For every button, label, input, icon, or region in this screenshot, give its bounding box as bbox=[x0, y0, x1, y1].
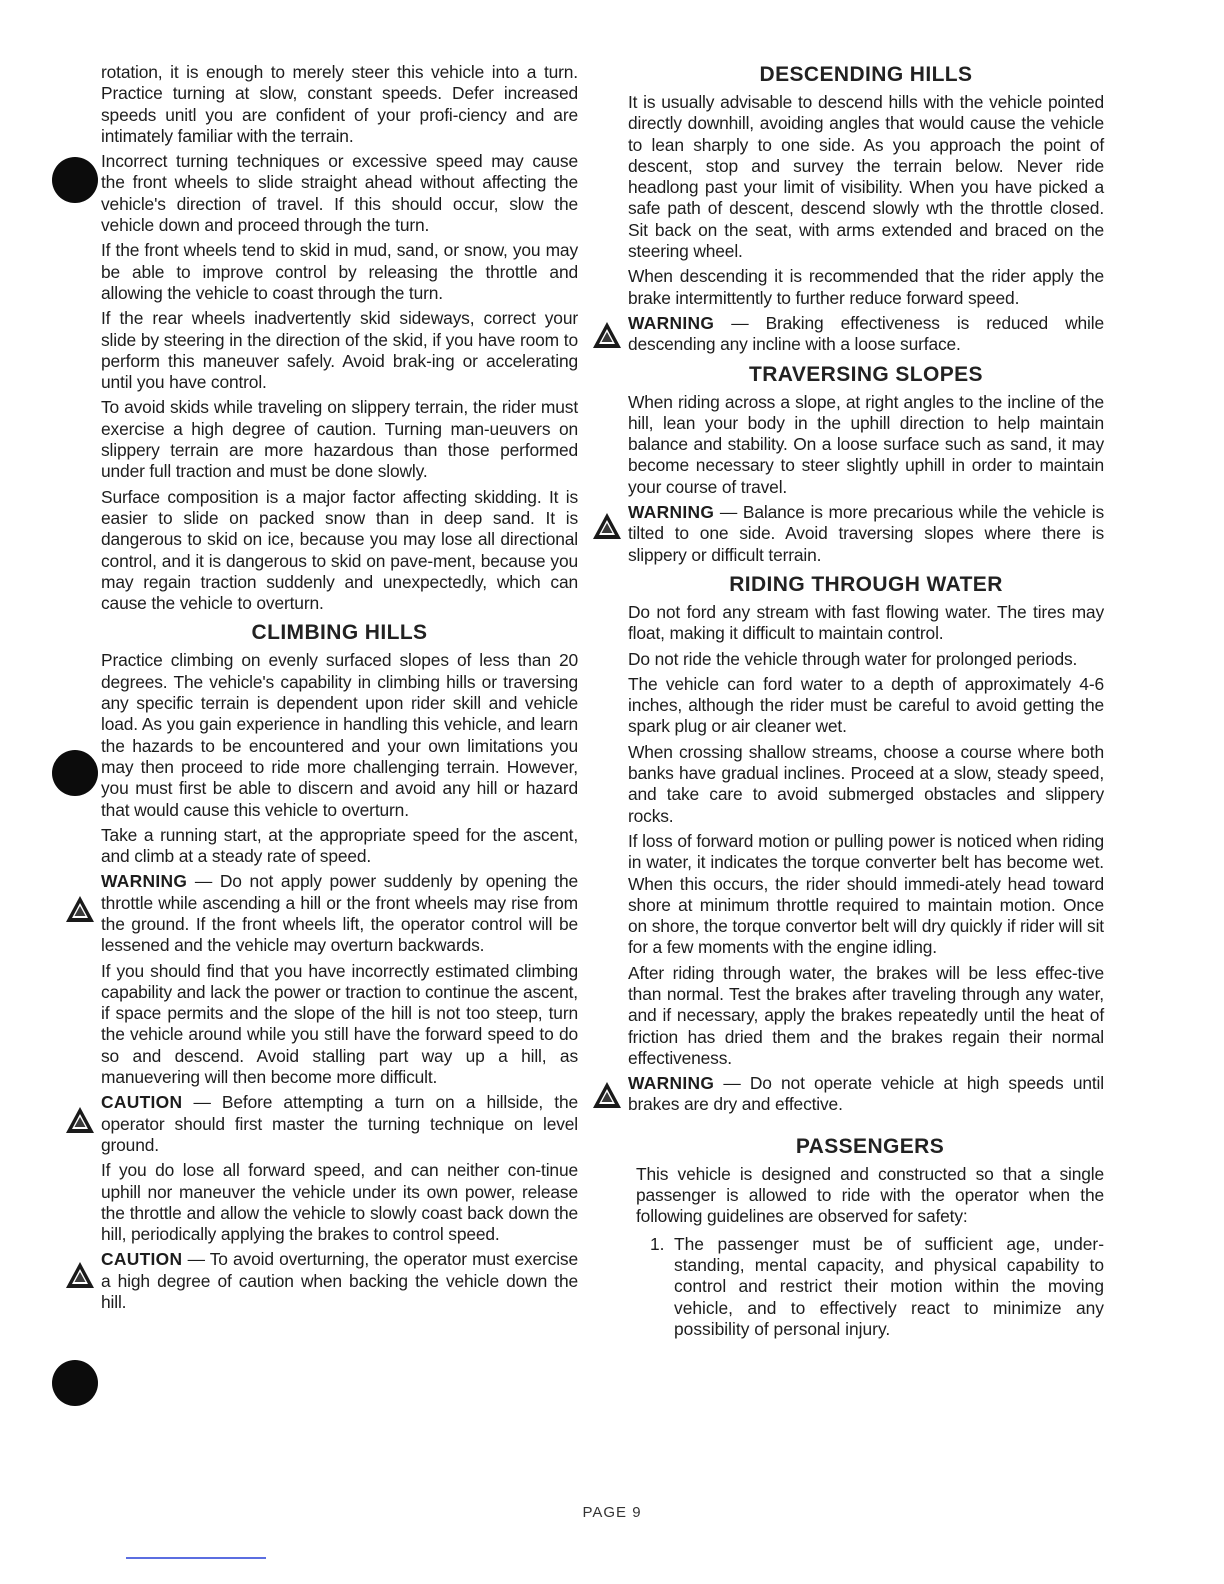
warning-label: WARNING bbox=[101, 871, 188, 892]
warning-triangle-icon bbox=[65, 1261, 95, 1289]
warning-label: WARNING bbox=[628, 312, 715, 333]
warning-label: WARNING bbox=[628, 1073, 715, 1094]
list-item bbox=[636, 1234, 1104, 1340]
list-item-text: The passenger must be of sufficient age, under-standing, mental capacity, and physical capability to control and restrict their motion within the moving vehicle, and to effectively react to minimize any possibility of personal injury. bbox=[674, 1233, 1104, 1339]
warning-triangle-icon bbox=[592, 1081, 622, 1109]
paragraph: When crossing shallow streams, choose a course where both banks have gradual inclines. Proceed at a slow, steady speed, and take care to avoid submerged obstacles and slippery rocks. bbox=[628, 741, 1104, 826]
caution-label: CAUTION bbox=[101, 1249, 183, 1270]
paragraph: Take a running start, at the appropriate speed for the ascent, and climb at a steady rate of speed. bbox=[101, 824, 578, 867]
list-item-number: 1. bbox=[650, 1233, 665, 1254]
warning-triangle-icon bbox=[65, 895, 95, 923]
paragraph: To avoid skids while traveling on slippery terrain, the rider must exercise a high degree of caution. Turning man-ueuvers on slippery terrain are more hazardous than those performed under full traction and must be done slowly. bbox=[101, 397, 578, 482]
paragraph: This vehicle is designed and constructed so that a single passenger is allowed to ride with the operator when the following guidelines are observed for safety: bbox=[636, 1163, 1104, 1227]
left-column bbox=[101, 62, 578, 1317]
paragraph: Do not ride the vehicle through water for prolonged periods. bbox=[628, 648, 1078, 669]
warning-note bbox=[628, 502, 1104, 566]
section-heading-descending-hills: DESCENDING HILLS bbox=[759, 63, 973, 86]
warning-label: WARNING bbox=[628, 502, 715, 523]
caution-note bbox=[101, 1249, 578, 1313]
section-heading-climbing-hills: CLIMBING HILLS bbox=[251, 621, 428, 645]
section-heading-riding-through-water: RIDING THROUGH WATER bbox=[729, 572, 1003, 596]
warning-text: — Braking effectiveness is reduced while descending any incline with a loose surface. bbox=[628, 312, 1104, 355]
warning-text: — Do not apply power suddenly by opening the throttle while ascending a hill or the front wheels may rise from the ground. If the front wheels lift, the operator control will be lessened and the vehicle may overturn backwards. bbox=[101, 871, 578, 956]
paragraph: The vehicle can ford water to a depth of approximately 4-6 inches, although the rider must be careful to avoid getting the spark plug or air cleaner wet. bbox=[628, 673, 1104, 737]
paragraph: Do not ford any stream with fast flowing water. The tires may float, making it difficult to maintain control. bbox=[628, 601, 1104, 644]
warning-text: — Do not operate vehicle at high speeds until brakes are dry and effective. bbox=[628, 1073, 1104, 1115]
paragraph: When riding across a slope, at right angles to the incline of the hill, lean your body in the uphill direction to help maintain balance and stability. On a loose surface such as sand, it may become necessary to steer slightly uphill in order to maintain your course of travel. bbox=[628, 391, 1104, 497]
paragraph: If the front wheels tend to skid in mud, sand, or snow, you may be able to improve control by releasing the throttle and allowing the vehicle to coast through the turn. bbox=[101, 240, 578, 303]
paragraph: It is usually advisable to descend hills with the vehicle pointed directly downhill, avoiding angles that would cause the vehicle to lean sharply to one side. As you approach the point of descent, stop and survey the terrain below. Never ride headlong past your limit of visibility. When you have picked a safe path of descent, descend slowly wth the throttle closed. Sit back on the seat, with arms extended and braced on the steering wheel. bbox=[628, 92, 1104, 262]
paragraph: rotation, it is enough to merely steer this vehicle into a turn. Practice turning at slow, constant speeds. Defer increased speeds unitl you are confident of your profi-ciency and are intimately familiar with the terrain. bbox=[101, 62, 578, 146]
caution-text: — To avoid overturning, the operator must exercise a high degree of caution when backing the vehicle down the hill. bbox=[101, 1249, 578, 1313]
passenger-guidelines-list bbox=[636, 1234, 1104, 1340]
scan-artifact-line bbox=[126, 1557, 266, 1559]
warning-note bbox=[101, 871, 578, 956]
paragraph: Surface composition is a major factor affecting skidding. It is easier to slide on packed snow than in deep sand. It is dangerous to skid on ice, because you may lose all directional control, and it is dangerous to skid on pave-ment, because you may regain traction suddenly and unexpectedly, which can cause the vehicle to overturn. bbox=[101, 486, 578, 614]
punch-hole-bottom bbox=[52, 1360, 98, 1406]
warning-note bbox=[628, 1073, 1104, 1116]
caution-note bbox=[101, 1092, 578, 1156]
paragraph: If the rear wheels inadvertently skid sideways, correct your slide by steering in the direction of the skid, if you have room to perform this maneuver safely. Avoid brak-ing or accelerating until you have control. bbox=[101, 308, 578, 393]
caution-label: CAUTION bbox=[101, 1092, 183, 1113]
right-column bbox=[628, 62, 1104, 1340]
punch-hole-top bbox=[52, 157, 98, 203]
paragraph: Practice climbing on evenly surfaced slopes of less than 20 degrees. The vehicle's capability in climbing hills or traversing any specific terrain is dependent upon rider skill and vehicle load. As you gain experience in handling this vehicle, and learn the hazards to be encountered and your own limitations you may then proceed to ride more challenging terrain. However, you must first be able to discern and avoid any hill or hazard that would cause this vehicle to overturn. bbox=[101, 650, 578, 820]
page-number: PAGE 9 bbox=[582, 1504, 642, 1521]
section-heading-traversing-slopes: TRAVERSING SLOPES bbox=[749, 362, 983, 386]
paragraph: When descending it is recommended that the rider apply the brake intermittently to further reduce forward speed. bbox=[628, 266, 1104, 308]
section-heading-passengers: PASSENGERS bbox=[795, 1134, 945, 1158]
paragraph: If you should find that you have incorrectly estimated climbing capability and lack the power or traction to continue the ascent, if space permits and the slope of the hill is not too steep, turn the vehicle around while you still have the forward speed to do so and descend. Avoid stalling part way up a hill, as manuevering will then become more difficult. bbox=[101, 960, 578, 1088]
paragraph: If you do lose all forward speed, and can neither con-tinue uphill nor maneuver the vehicle under its own power, release the throttle and allow the vehicle to slowly coast back down the hill, periodically applying the brakes to control speed. bbox=[101, 1160, 578, 1245]
punch-hole-middle bbox=[52, 750, 98, 796]
warning-triangle-icon bbox=[65, 1106, 95, 1134]
paragraph: After riding through water, the brakes will be less effec-tive than normal. Test the brakes after traveling through any water, and if necessary, apply the brakes repeatedly until the heat of friction has dried them and the brakes regain their normal effectiveness. bbox=[628, 962, 1104, 1068]
warning-note bbox=[628, 313, 1104, 356]
warning-text: — Balance is more precarious while the vehicle is tilted to one side. Avoid traversing slopes where there is slippery or difficult terrain. bbox=[628, 502, 1104, 565]
paragraph: Incorrect turning techniques or excessive speed may cause the front wheels to slide straight ahead without affecting the vehicle's direction of travel. If this should occur, slow the vehicle down and proceed through the turn. bbox=[101, 151, 578, 236]
warning-triangle-icon bbox=[592, 512, 622, 540]
caution-text: — Before attempting a turn on a hillside, the operator should first master the turning technique on level ground. bbox=[101, 1092, 578, 1155]
paragraph: If loss of forward motion or pulling power is noticed when riding in water, it indicates the torque converter belt has become wet. When this occurs, the rider should immedi-ately head toward shore at minimum throttle required to maintain motion. Once on shore, the torque convertor belt will dry quickly if rider will sit for a few moments with the engine idling. bbox=[628, 830, 1104, 958]
warning-triangle-icon bbox=[592, 321, 622, 349]
passengers-section bbox=[636, 1134, 1104, 1340]
